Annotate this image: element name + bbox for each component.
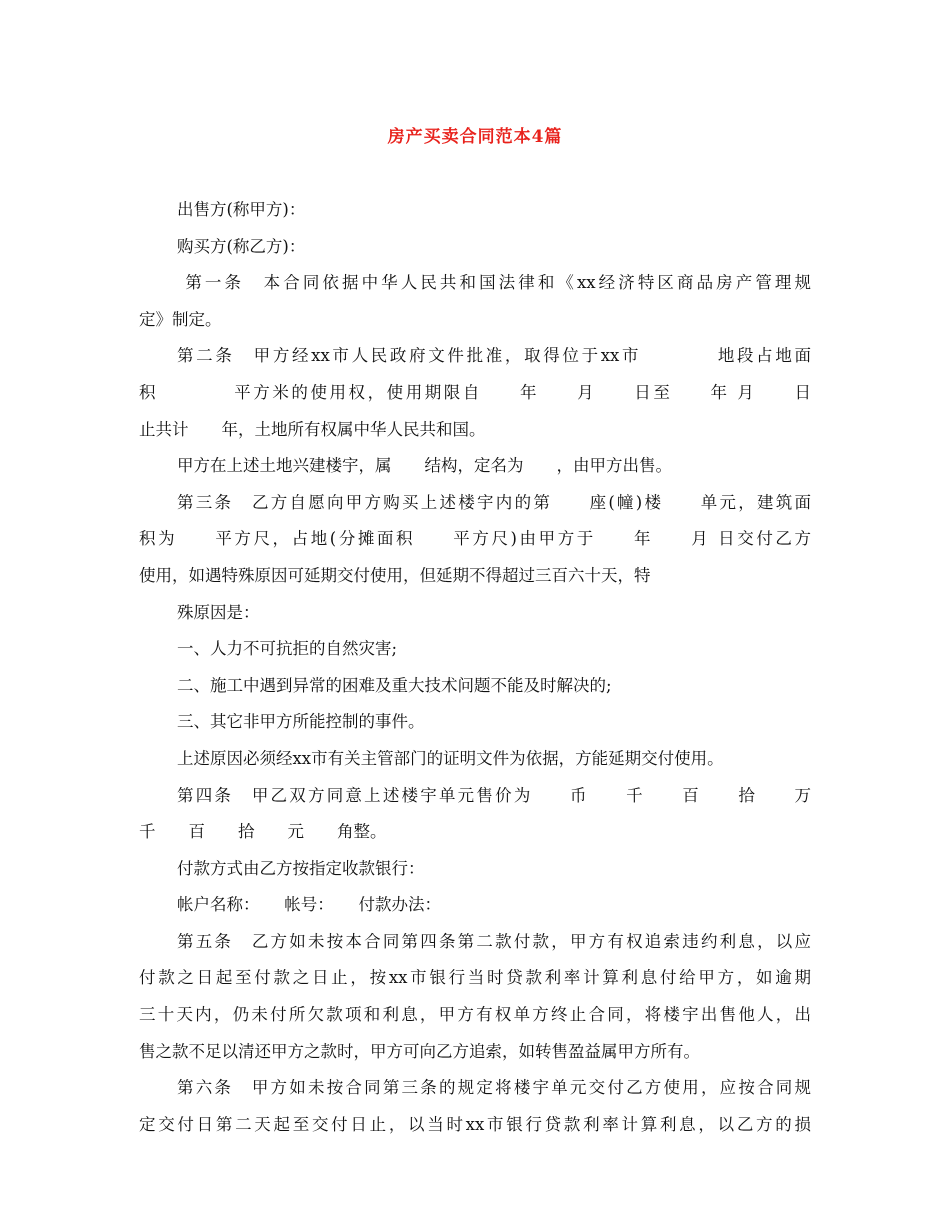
text-line: 三、其它非甲方所能控制的事件。 (177, 712, 425, 732)
text-line: 三十天内，仍未付所欠款项和利息，甲方有权单方终止合同，将楼宇出售他人，出 (139, 1005, 811, 1025)
text-line: 第一条 本合同依据中华人民共和国法律和《xx经济特区商品房产管理规 (177, 273, 811, 293)
text-line: 一、人力不可抗拒的自然灾害; (177, 639, 398, 659)
text-line: 千 百 拾 元 角整。 (139, 822, 387, 842)
text-line: 积为 平方尺，占地(分摊面积 平方尺)由甲方于 年 月 日交付乙方 (139, 529, 811, 549)
text-line: 上述原因必须经xx市有关主管部门的证明文件为依据，方能延期交付使用。 (177, 748, 724, 768)
text-line: 殊原因是： (177, 602, 260, 622)
text-line: 第二条 甲方经xx市人民政府文件批准，取得位于xx市 地段占地面 (177, 346, 811, 366)
text-line: 购买方(称乙方)： (177, 236, 306, 256)
text-line: 第五条 乙方如未按本合同第四条第二款付款，甲方有权追索违约利息，以应 (177, 931, 811, 951)
text-line: 二、施工中遇到异常的困难及重大技术问题不能及时解决的; (177, 675, 612, 695)
text-line: 付款之日起至付款之日止，按xx市银行当时贷款利率计算利息付给甲方，如逾期 (139, 968, 811, 988)
text-line: 第六条 甲方如未按合同第三条的规定将楼宇单元交付乙方使用，应按合同规 (177, 1078, 811, 1098)
text-line: 积 平方米的使用权，使用期限自 年 月 日至 年 月 日 (139, 382, 811, 402)
text-line: 付款方式由乙方按指定收款银行： (177, 858, 425, 878)
text-line: 定交付日第二天起至交付日止，以当时xx市银行贷款利率计算利息，以乙方的损 (139, 1114, 811, 1134)
text-line: 出售方(称甲方)： (177, 200, 306, 219)
text-line: 使用，如遇特殊原因可延期交付使用，但延期不得超过三百六十天，特 (139, 565, 651, 585)
text-line: 帐户名称： 帐号： 付款办法： (177, 895, 441, 915)
document-title: 房产买卖合同范本4篇 (387, 127, 563, 147)
text-line: 售之款不足以清还甲方之款时，甲方可向乙方追索，如转售盈益属甲方所有。 (139, 1041, 700, 1061)
text-line: 甲方在上述土地兴建楼宇，属 结构，定名为 ，由甲方出售。 (177, 456, 672, 476)
text-line: 止共计 年，土地所有权属中华人民共和国。 (139, 419, 486, 439)
text-line: 定》制定。 (139, 309, 222, 329)
document-body (139, 192, 811, 1143)
text-line: 第四条 甲乙双方同意上述楼宇单元售价为 币 千 百 拾 万 (177, 785, 811, 805)
text-line: 第三条 乙方自愿向甲方购买上述楼宇内的第 座(幢)楼 单元，建筑面 (177, 492, 811, 512)
